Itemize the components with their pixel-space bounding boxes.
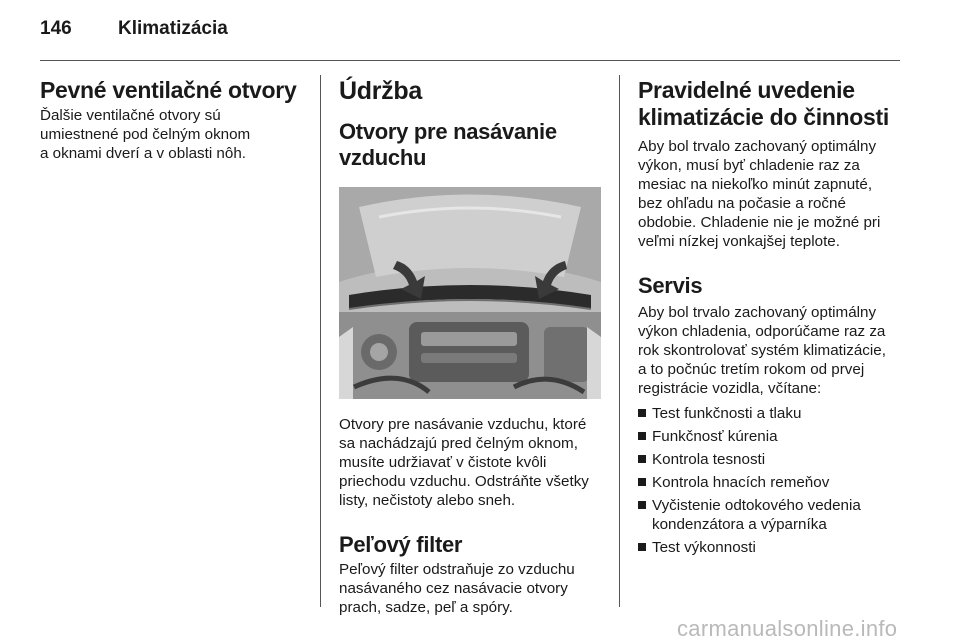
column-maintenance — [339, 77, 607, 617]
page-header — [40, 18, 900, 46]
bullet-icon — [638, 455, 646, 463]
page-number: 146 — [40, 18, 72, 39]
service-heading: Servis — [638, 273, 703, 298]
column-divider — [619, 75, 620, 607]
bullet-icon — [638, 432, 646, 440]
regular-operation-text: Aby bol trvalo zachovaný optimálny výkon, musí byť chladenie raz za mesiac na niekoľko minút zapnuté, bez ohľadu na počasie a ročné obdobie. Chladenie nie je možné pri veľmi nízkej vonkajšej teplote. — [638, 138, 881, 250]
list-item: Kontrola tesnosti — [638, 450, 900, 469]
service-text: Aby bol trvalo zachovaný optimálny výkon chladenia, odporúčame raz za rok skontrolovať systém klimatizácie, a to počnúc tretím rokom od prvej registrácie vozidla, včítane: — [638, 304, 886, 397]
bullet-icon — [638, 409, 646, 417]
service-checklist — [638, 404, 900, 557]
list-item: Funkčnosť kúrenia — [638, 427, 900, 446]
air-intake-text: Otvory pre nasávanie vzduchu, ktoré sa nachádzajú pred čelným oknom, musíte udržiavať v čistote kvôli priechodu vzduchu. Odstráňte všetky listy, nečistoty alebo sneh. — [339, 416, 589, 509]
bullet-icon — [638, 501, 646, 509]
list-item: Test výkonnosti — [638, 538, 900, 557]
list-item: Kontrola hnacích remeňov — [638, 473, 900, 492]
bullet-icon — [638, 543, 646, 551]
maintenance-heading: Údržba — [339, 77, 422, 105]
fixed-vents-heading: Pevné ventilačné otvory — [40, 77, 297, 103]
list-item: Test funkčnosti a tlaku — [638, 404, 900, 423]
column-regular-operation — [638, 77, 900, 557]
list-item: Vyčistenie odtokového vedenia kondenzátora a výparníka — [638, 496, 900, 534]
engine-bay-photo — [339, 187, 601, 399]
watermark: carmanualsonline.info — [677, 616, 898, 641]
bullet-icon — [638, 478, 646, 486]
page-title: Klimatizácia — [118, 18, 228, 39]
header-rule — [40, 60, 900, 61]
regular-operation-heading: Pravidelné uvedenie klimatizácie do činnosti — [638, 77, 889, 130]
air-intake-heading: Otvory pre nasávanie vzduchu — [339, 119, 557, 170]
column-fixed-vents — [40, 77, 310, 163]
column-divider — [320, 75, 321, 607]
pollen-filter-text: Peľový filter odstraňuje zo vzduchu nasávaného cez nasávacie otvory prach, sadze, peľ a spóry. — [339, 561, 575, 616]
fixed-vents-text: Ďalšie ventilačné otvory sú umiestnené pod čelným oknom a oknami dverí a v oblasti nôh. — [40, 107, 251, 162]
pollen-filter-heading: Peľový filter — [339, 532, 463, 557]
